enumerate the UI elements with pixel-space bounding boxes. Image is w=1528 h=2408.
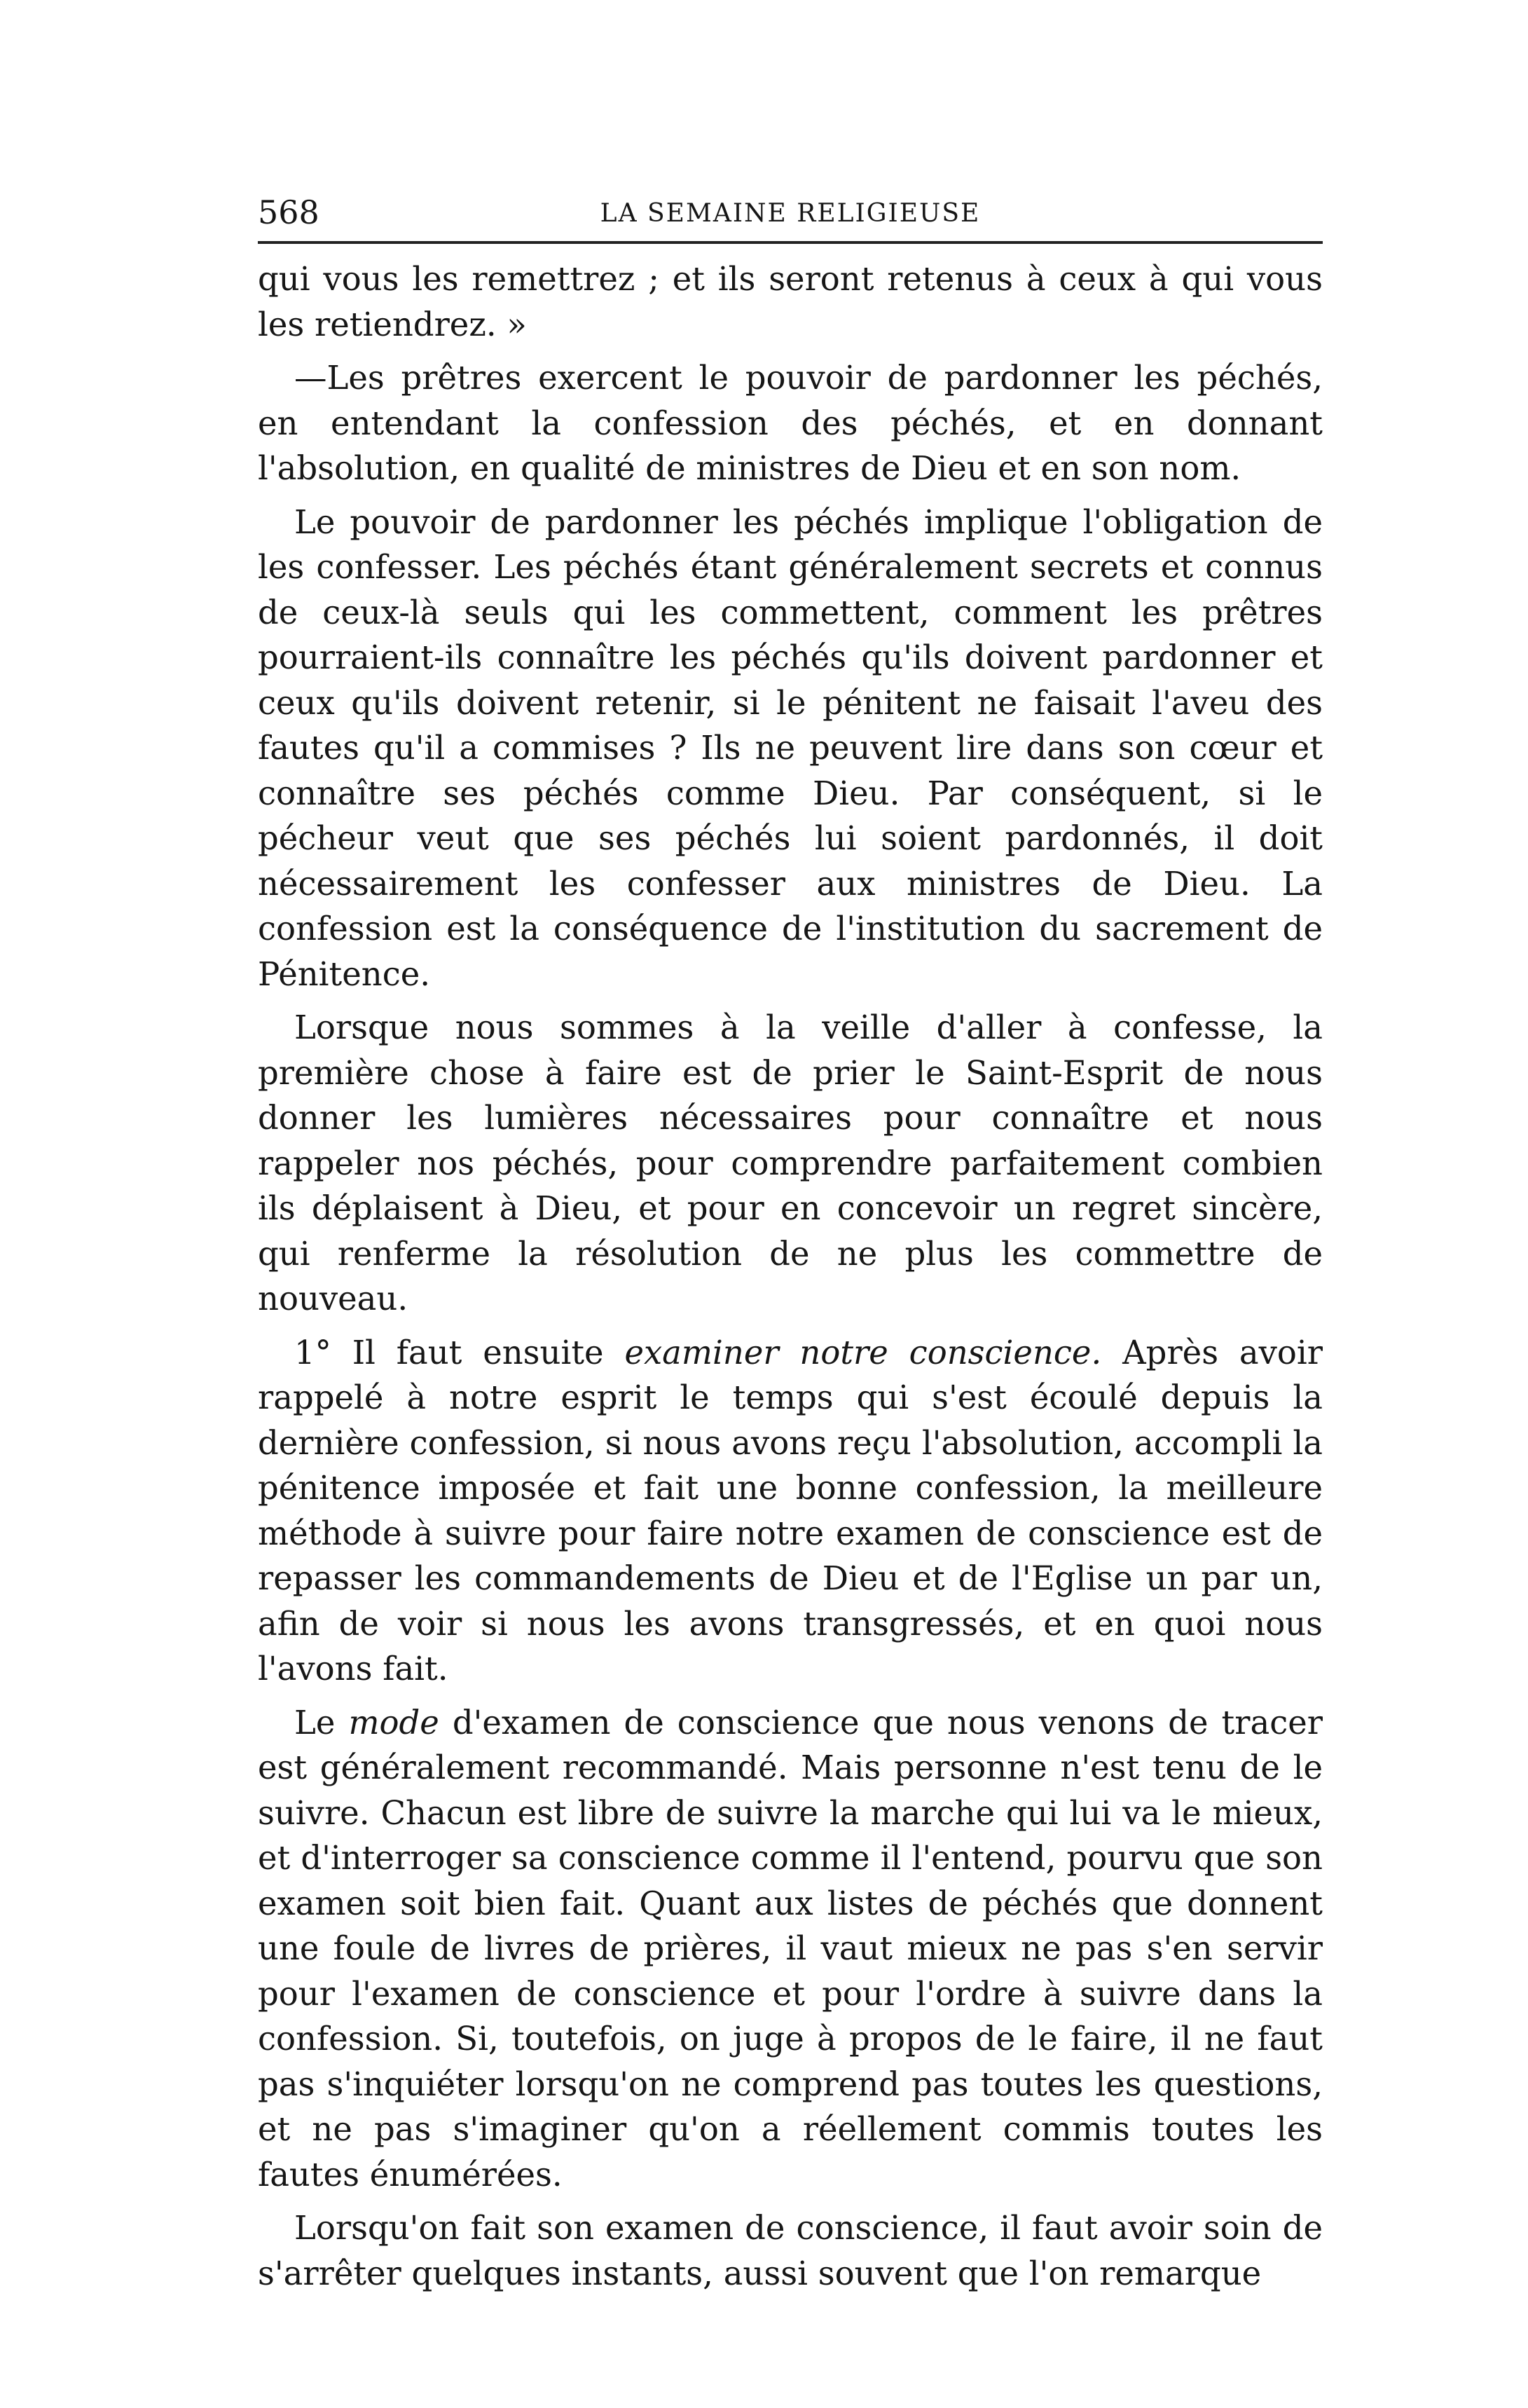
paragraph-6-lead: Le: [294, 1703, 349, 1742]
paragraph-5: [258, 1330, 1323, 1692]
paragraph-5-lead: 1° Il faut ensuite: [294, 1333, 625, 1371]
paragraph-6-rest: d'examen de conscience que nous venons de tracer est généralement recommandé. Mais personne n'est tenu de le suivre. Chacun est libre de suivre la marche qui lui va le mieux, et d'interroger sa conscience comme il l'entend, pourvu que son examen soit bien fait. Quant aux listes de péchés que donnent une foule de livres de prières, il vaut mieux ne pas s'en servir pour l'examen de conscience et pour l'ordre à suivre dans la confession. Si, toutefois, on juge à propos de le faire, il ne faut pas s'inquiéter lorsqu'on ne comprend pas toutes les questions, et ne pas s'imaginer qu'on a réellement commis toutes les fautes énumérées.: [258, 1703, 1323, 2194]
paragraph-5-emphasis: examiner notre conscience.: [624, 1333, 1102, 1371]
paragraph-1: qui vous les remettrez ; et ils seront retenus à ceux à qui vous les retiendrez. »: [258, 260, 1323, 343]
body-text: [258, 256, 1323, 2296]
paragraph-7: Lorsqu'on fait son examen de conscience, il faut avoir soin de s'arrêter quelques instants, aussi souvent que l'on remarque: [258, 2209, 1323, 2292]
paragraph-3: Le pouvoir de pardonner les péchés implique l'obligation de les confesser. Les péchés étant généralement secrets et connus de ceux-là seuls qui les commettent, comment les prêtres pourraient-ils connaître les péchés qu'ils doivent pardonner et ceux qu'ils doivent retenir, si le pénitent ne faisait l'aveu des fautes qu'il a commises ? Ils ne peuvent lire dans son cœur et connaître ses péchés comme Dieu. Par conséquent, si le pécheur veut que ses péchés lui soient pardonnés, il doit nécessairement les confesser aux ministres de Dieu. La confession est la conséquence de l'institution du sacrement de Pénitence.: [258, 502, 1323, 993]
paragraph-2: —Les prêtres exercent le pouvoir de pardonner les péchés, en entendant la confession des péchés, et en donnant l'absolution, en qualité de ministres de Dieu et en son nom.: [258, 359, 1323, 487]
paragraph-6: [258, 1700, 1323, 2198]
header-rule: [258, 241, 1323, 244]
paragraph-6-emphasis: mode: [348, 1703, 439, 1742]
running-title: LA SEMAINE RELIGIEUSE: [600, 199, 981, 228]
paragraph-4: Lorsque nous sommes à la veille d'aller à confesse, la première chose à faire est de prier le Saint-Esprit de nous donner les lumières nécessaires pour connaître et nous rappeler nos péchés, pour comprendre parfaitement combien ils déplaisent à Dieu, et pour en concevoir un regret sincère, qui renferme la résolution de ne plus les commettre de nouveau.: [258, 1008, 1323, 1318]
page: [258, 189, 1323, 2304]
page-number: 568: [258, 193, 319, 231]
paragraph-5-rest: Après avoir rappelé à notre esprit le temps qui s'est écoulé depuis la dernière confession, si nous avons reçu l'absolution, accompli la pénitence imposée et fait une bonne confession, la meilleure méthode à suivre pour faire notre examen de conscience est de repasser les commandements de Dieu et de l'Eglise un par un, afin de voir si nous les avons transgressés, et en quoi nous l'avons fait.: [258, 1333, 1323, 1688]
running-head: [258, 189, 1323, 241]
